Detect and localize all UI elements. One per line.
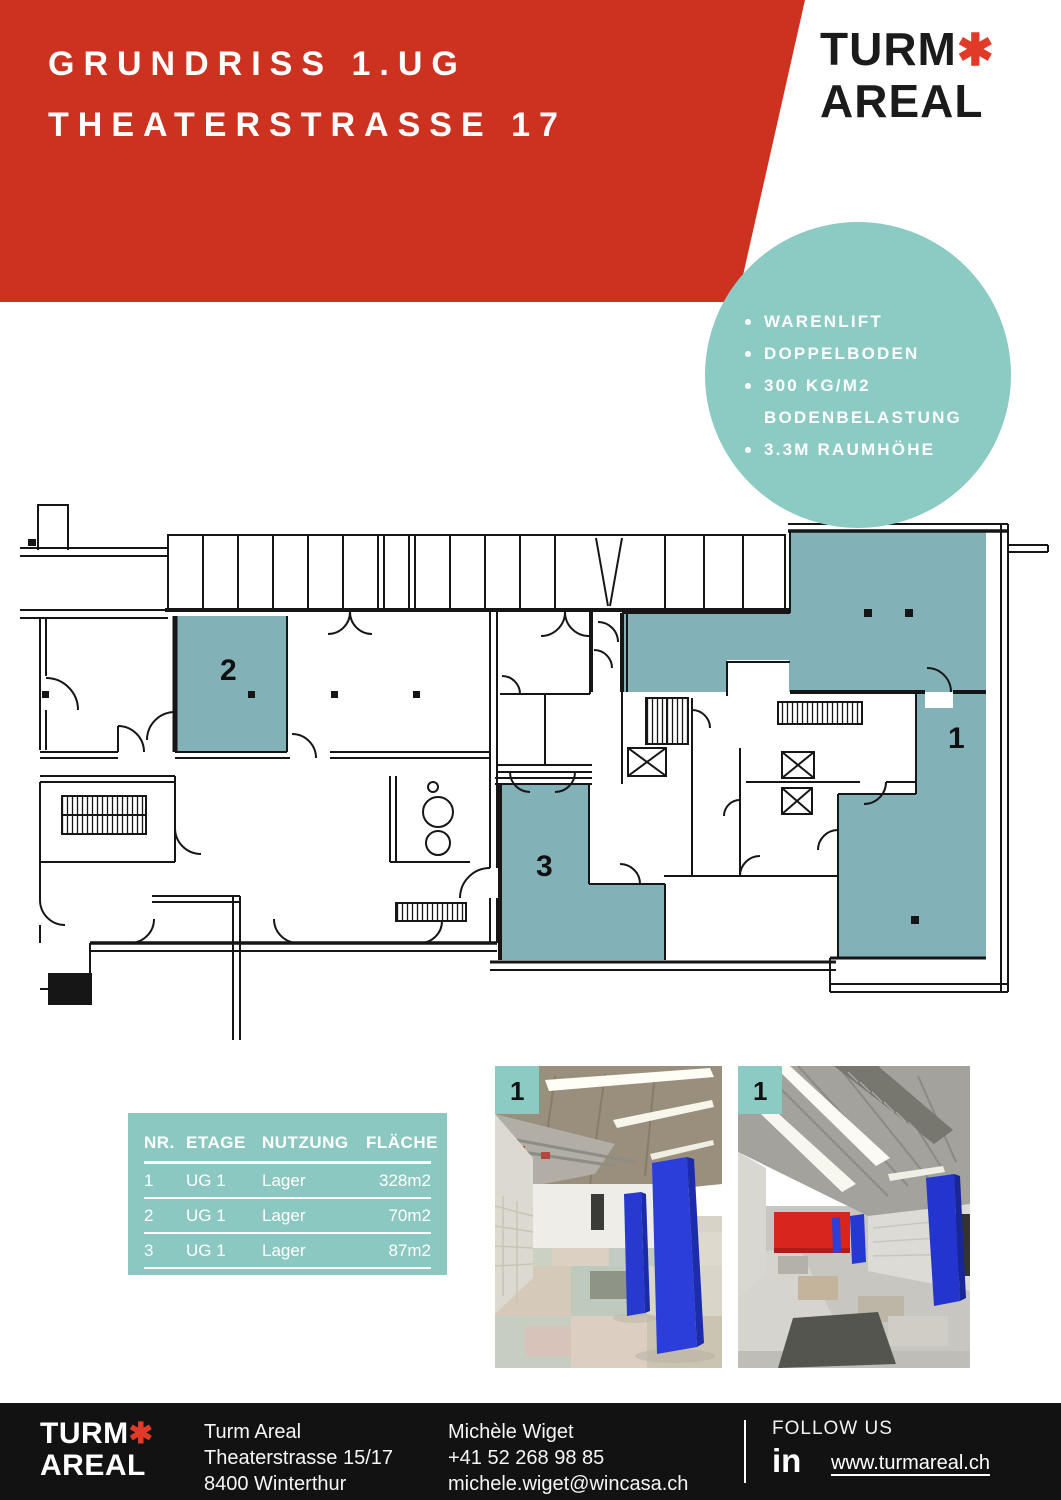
highlight-areas (173, 531, 986, 960)
col-header-nutzung: NUTZUNG (262, 1133, 349, 1152)
doorway (591, 1194, 604, 1230)
address-name: Turm Areal (204, 1421, 302, 1443)
footer-brand-word-bottom: AREAL (40, 1449, 146, 1482)
brand-word-top: TURM (820, 23, 957, 75)
page-title (48, 34, 567, 156)
table-row: 3 UG 1 Lager 87m2 (144, 1234, 431, 1269)
feature-item: 300 KG/M2 (745, 370, 1011, 402)
photo-badge-label: 1 (510, 1076, 525, 1106)
area-1-highlight (790, 531, 986, 692)
linkedin-icon[interactable]: in (772, 1442, 802, 1479)
page-title-line1: GRUNDRISS 1.UG (48, 45, 467, 83)
feature-item-continuation: BODENBELASTUNG (764, 408, 962, 427)
bullet-icon (745, 447, 751, 453)
feature-item: DOPPELBODEN (745, 338, 1011, 370)
brand-asterisk-icon: ✱ (956, 26, 995, 75)
table-header-row (144, 1125, 438, 1164)
col-header-flaeche: FLÄCHE (366, 1133, 438, 1152)
bullet-icon (745, 383, 751, 389)
contact-phone: +41 52 268 98 85 (448, 1447, 605, 1469)
contact-name: Michèle Wiget (448, 1421, 574, 1443)
brand-logo (820, 24, 995, 127)
features-circle (705, 222, 1011, 528)
contact-email[interactable]: michele.wiget@wincasa.ch (448, 1473, 689, 1495)
features-list (745, 306, 1011, 466)
footer-brand-asterisk-icon: ✱ (128, 1418, 154, 1450)
interior-photo-2 (738, 1066, 970, 1368)
area-1-label: 1 (948, 722, 965, 755)
col-header-etage: ETAGE (186, 1133, 246, 1152)
table-row: 2 UG 1 Lager 70m2 (144, 1199, 431, 1234)
col-header-nr: NR. (144, 1133, 175, 1152)
lower-left-rooms (40, 776, 497, 1040)
bullet-icon (745, 319, 751, 325)
left-wall (738, 1152, 766, 1298)
follow-us-label: FOLLOW US (772, 1418, 893, 1439)
footer-brand-word-top: TURM (40, 1417, 129, 1450)
page-title-line2: THEATERSTRASSE 17 (48, 106, 567, 144)
photo-badge-label: 1 (753, 1076, 768, 1106)
footer-brand-logo (40, 1418, 153, 1482)
address-street: Theaterstrasse 15/17 (204, 1447, 393, 1469)
footer-address (204, 1419, 393, 1497)
feature-item: 3.3M RAUMHÖHE (745, 434, 1011, 466)
footer-divider (744, 1420, 746, 1483)
feature-item: WARENLIFT (745, 306, 1011, 338)
website-link[interactable]: www.turmareal.ch (831, 1452, 990, 1474)
area-2-label: 2 (220, 654, 237, 687)
address-city: 8400 Winterthur (204, 1473, 347, 1495)
parking-stalls (165, 535, 790, 610)
brand-word-bottom: AREAL (820, 75, 984, 127)
area-3-highlight (502, 784, 665, 960)
footer-contact (448, 1419, 688, 1497)
area-3-label: 3 (536, 850, 553, 883)
areas-table (128, 1113, 447, 1275)
table-row: 1 UG 1 Lager 328m2 (144, 1164, 431, 1199)
bullet-icon (745, 351, 751, 357)
interior-photo-1 (495, 1066, 722, 1368)
footer (0, 1403, 1061, 1500)
floor-plan (0, 485, 1061, 1050)
